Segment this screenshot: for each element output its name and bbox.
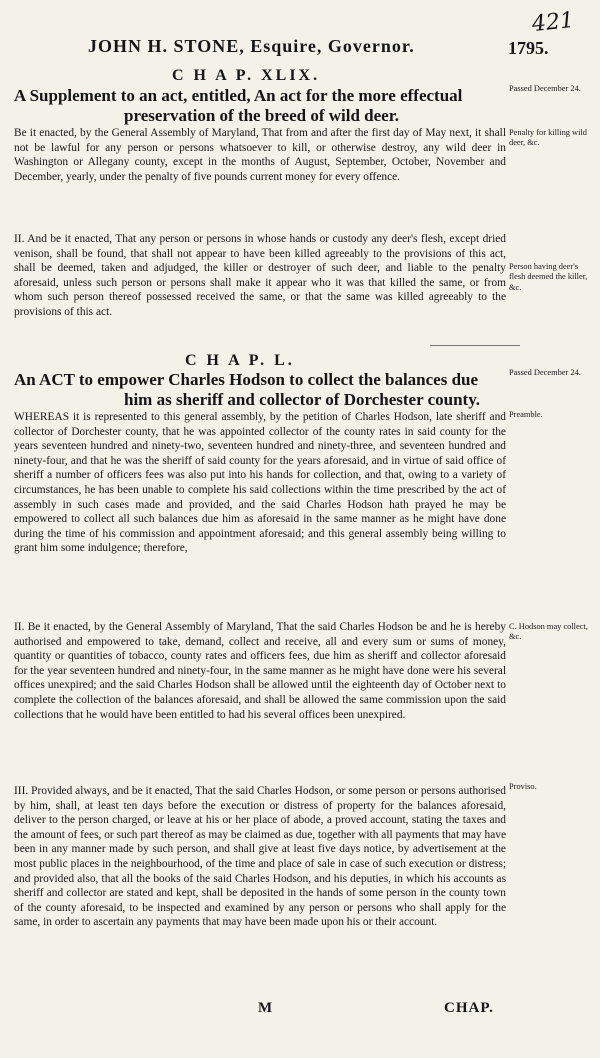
chapter-49-section-2-text: II. And be it enacted, That any person or persons in whose hands or custody any deer's flesh, except dried venison, shall be found, that shall not appear to have been killed agreeably to the provisions of this act, shall be deemed, taken and adjudged, the killer or destroyer of such deer, and liable to the penalty aforesaid, unless such person or persons shall make it appear who it was that killed the same, or from whom such person thereof possessed received the same, or that the same was killed agreeably to the provisions of this act.: [14, 233, 506, 318]
page-number: 421: [530, 7, 576, 38]
running-head-title: JOHN H. STONE, Esquire, Governor.: [88, 36, 415, 56]
chapter-50-preamble-text: WHEREAS it is represented to this general assembly, by the petition of Charles Hodson, late sheriff and collector of Dorchester county, that he was appointed collector of the county rates in said county for the years seventeen hundred and ninety-two, seventeen hundred and ninety-three, and seventeen hundred and ninety-four, and that he was the sheriff of said county for the years aforesaid, and in virtue of said office of sheriff a number of officers fees was also put into his hands for collection, and that, owing to a variety of circumstances, he has been unable to complete his said collections within the time prescribed by the act of assembly in such cases made and provided, and the said Charles Hodson hath prayed he may be empowered to collect all such balances due him as aforesaid in the same manner as he might have done during the time of his commission and appointment aforesaid; and this general assembly being willing to grant him some indulgence; therefore,: [14, 411, 506, 555]
chapter-49-margin-note-1: Penalty for killing wild deer, &c.: [509, 128, 587, 148]
chapter-50-preamble: [14, 410, 506, 556]
chapter-50-section-3-text: III. Provided always, and be it enacted, That the said Charles Hodson, or some person or persons authorised by him, shall, at least ten days before the execution or distress of property for the balances aforesaid, deliver to the person charged, or leave at his or her place of abode, a proved account, stating the taxes and the amount of fees, or such part thereof as may be claimed as due, together with all payments that may have been in any manner made by such person, and shall give at least five days notice, by advertisement at the most public places in the neighbourhood, of the time and place of sale in case of such execution or distress; and provided also, that all the books of the said Charles Hodson, and his deputies, in which his accounts as sheriff and collector are stated and kept, shall be deposited in the hands of some person in the county town of the county aforesaid, to be inspected and examined by any person or persons who shall apply for the same, in order to ascertain any payments that may have been made upon his or their account.: [14, 785, 506, 929]
chapter-49-section-2: [14, 232, 506, 320]
running-head-year: 1795.: [508, 38, 549, 58]
chapter-49-title-line-2: preservation of the breed of wild deer.: [124, 106, 399, 125]
chapter-50-title-line-2: him as sheriff and collector of Dorchester county.: [124, 390, 481, 409]
chapter-49-heading: C H A P. XLIX.: [172, 67, 321, 84]
ornament-rule: [430, 345, 520, 346]
chapter-49-margin-note-2: Person having deer's flesh deemed the killer, &c.: [509, 262, 588, 292]
chapter-50-section-2-text: II. Be it enacted, by the General Assembly of Maryland, That the said Charles Hodson be and he is hereby authorised and empowered to take, demand, collect and receive, all and every sum or sums of money, quantity or quantities of tobacco, county rates and officers fees, due him as sheriff and collector aforesaid for the year seventeen hundred and ninety-four, in the same manner as he might have done were his several offices unexpired; and the said Charles Hodson shall be allowed until the eighteenth day of October next to complete the collection of the balances aforesaid, and shall be allowed the same commission upon the said collections that he would have been entitled to had his several offices been unexpired.: [14, 621, 506, 721]
chapter-50-section-3: [14, 784, 506, 930]
chapter-49-passed-note: Passed December 24.: [509, 84, 581, 93]
chapter-49-title-line-1: A Supplement to an act, entitled, An act for the more effectual: [14, 86, 463, 105]
chapter-50-section-2: [14, 620, 506, 722]
chapter-49-section-1: [14, 126, 506, 184]
signature-mark: M: [258, 1000, 274, 1016]
chapter-50-proviso-note: Proviso.: [509, 782, 537, 791]
chapter-50-passed-note: Passed December 24.: [509, 368, 581, 377]
chapter-50-collect-note: C. Hodson may collect, &c.: [509, 622, 588, 642]
chapter-50-title-line-1: An ACT to empower Charles Hodson to collect the balances due: [14, 370, 479, 389]
chapter-50-heading: C H A P. L.: [185, 352, 295, 369]
chapter-50-preamble-note: Preamble.: [509, 410, 543, 419]
catchword: CHAP.: [444, 1000, 494, 1016]
chapter-49-section-1-text: Be it enacted, by the General Assembly of Maryland, That from and after the first day of May next, it shall not be lawful for any person or persons whatsoever to kill, or otherwise destroy, any wild deer in Washington or Allegany county, except in the months of August, September, October, November and December, yearly, under the penalty of five pounds current money for every offence.: [14, 127, 506, 183]
